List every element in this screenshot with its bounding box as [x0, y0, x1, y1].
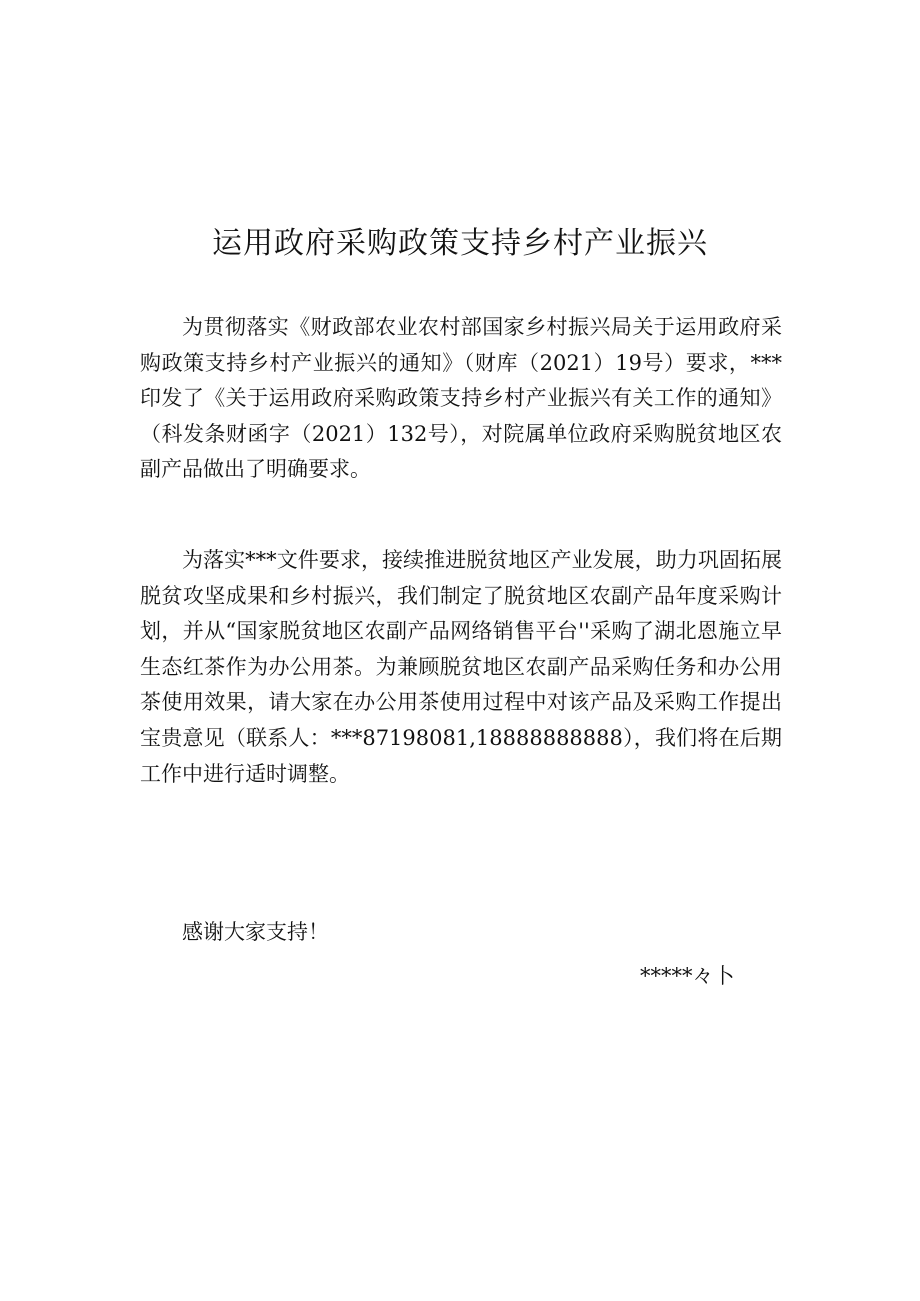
paragraph-notice: 为贯彻落实《财政部农业农村部国家乡村振兴局关于运用政府采购政策支持乡村产业振兴的通知》（财库（2021）19号）要求，***印发了《关于运用政府采购政策支持乡村产业振兴有关工作的通知》（科发条财函字（2021）132号），对院属单位政府采购脱贫地区农副产品做出了明确要求。: [140, 315, 782, 482]
paragraph-thanks: 感谢大家支持！: [182, 920, 329, 944]
document-title: 运用政府采购政策支持乡村产业振兴: [212, 226, 708, 261]
paragraph-procurement: 为落实***文件要求，接续推进脱贫地区产业发展，助力巩固拓展脱贫攻坚成果和乡村振兴，我们制定了脱贫地区农副产品年度采购计划，并从“国家脱贫地区农副产品网络销售平台''采购了湖北恩施立早生态红茶作为办公用茶。为兼顾脱贫地区农副产品采购任务和办公用茶使用效果，请大家在办公用茶使用过程中对该产品及采购工作提出宝贵意见（联系人：***87198081,18888888888），我们将在后期工作中进行适时调整。: [140, 548, 782, 786]
signature: *****々卜: [640, 964, 735, 988]
